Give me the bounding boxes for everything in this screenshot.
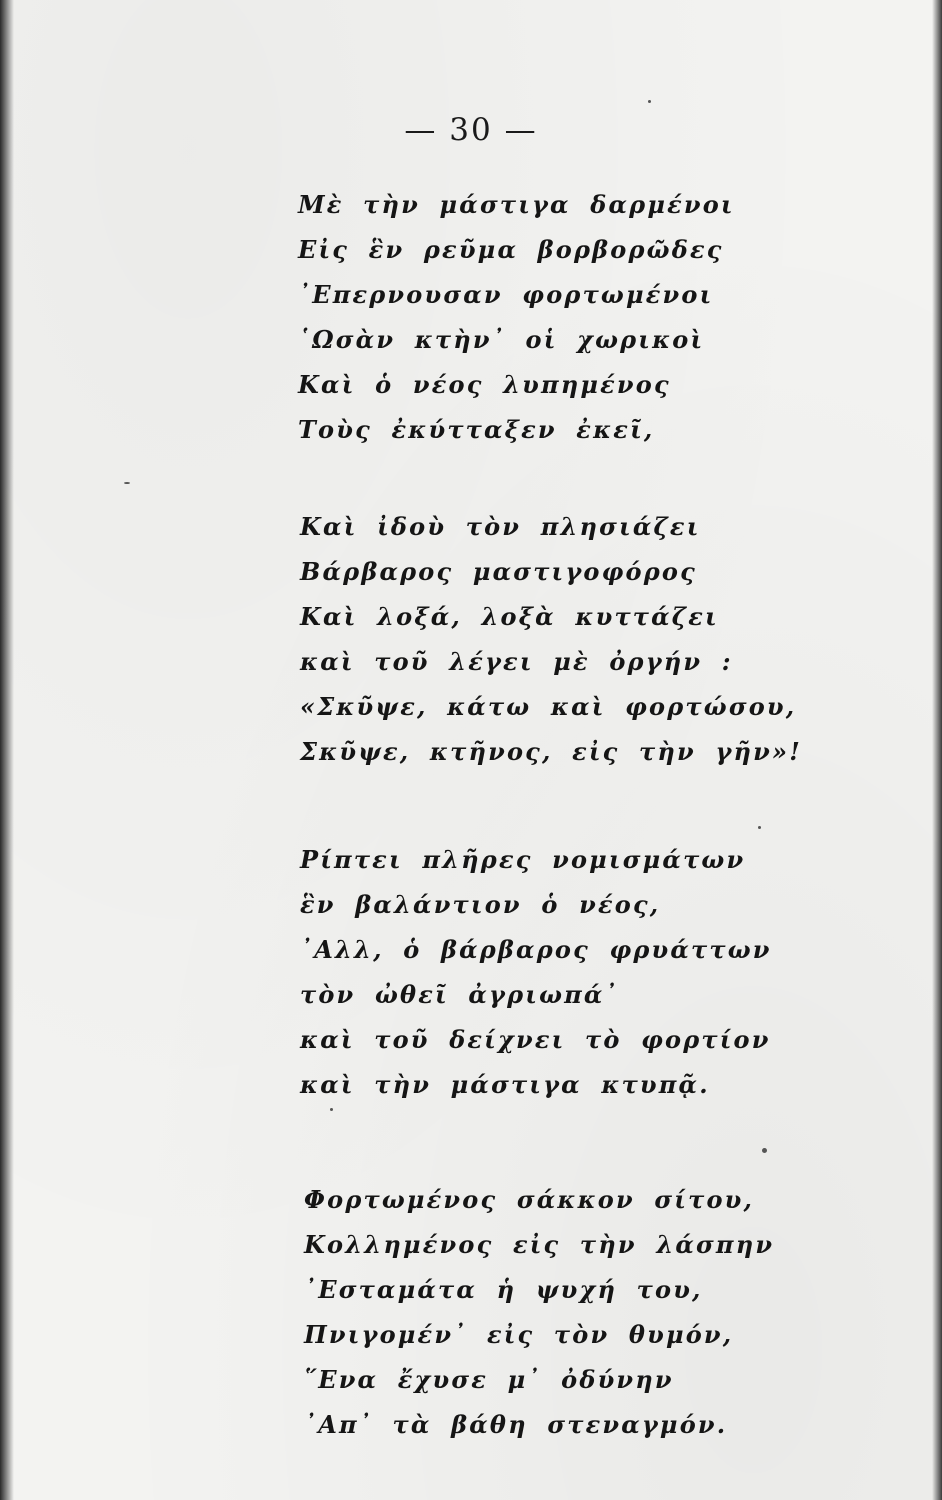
poem-line: Καὶ ὁ νέος λυπημένος — [298, 370, 671, 399]
paper-speck — [124, 482, 130, 484]
poem-line: Εἰς ἓν ρεῦμα βορβορῶδες — [298, 235, 724, 264]
paper-speck — [758, 826, 761, 829]
stanza-1 — [298, 182, 735, 452]
paper-speck — [648, 100, 651, 103]
poem-line: ᾿Επερνουσαν φορτωμένοι — [298, 280, 714, 309]
poem-line: ῞Ενα ἔχυσε μ᾿ ὀδύνην — [304, 1365, 674, 1394]
poem-line: Βάρβαρος μαστιγοφόρος — [300, 557, 697, 586]
stanza-4 — [304, 1177, 774, 1447]
stanza-2 — [300, 504, 802, 774]
page-number: — 30 — — [404, 112, 538, 148]
poem-line: Καὶ λοξά, λοξὰ κυττάζει — [300, 602, 719, 631]
poem-line: ᾿Απ᾿ τὰ βάθη στεναγμόν. — [304, 1410, 728, 1439]
poem-line: Φορτωμένος σάκκον σίτου, — [304, 1185, 755, 1214]
poem-line: Σκῦψε, κτῆνος, εἰς τὴν γῆν»! — [300, 737, 802, 766]
poem-line: Κολλημένος εἰς τὴν λάσπην — [304, 1230, 775, 1259]
poem-line: ᾿Αλλ, ὁ βάρβαρος φρυάττων — [300, 935, 772, 964]
poem-line: ῾Ωσὰν κτὴν᾿ οἱ χωρικοὶ — [298, 325, 705, 354]
page-edge-shadow-right — [932, 0, 942, 1500]
stanza-3 — [300, 837, 772, 1107]
poem-line: ᾿Εσταμάτα ἡ ψυχή του, — [304, 1275, 703, 1304]
poem-line: τὸν ὠθεῖ ἀγριωπά᾿ — [300, 980, 619, 1009]
paper-speck — [762, 1148, 767, 1153]
poem-line: καὶ τὴν μάστιγα κτυπᾷ. — [300, 1070, 710, 1099]
poem-line: Ρίπτει πλῆρες νομισμάτων — [300, 845, 746, 874]
poem-line: Τοὺς ἐκύτταξεν ἐκεῖ, — [298, 415, 655, 444]
poem-line: ἓν βαλάντιον ὁ νέος, — [300, 890, 661, 919]
poem-line: Μὲ τὴν μάστιγα δαρμένοι — [298, 190, 735, 219]
poem-line: Καὶ ἰδοὺ τὸν πλησιάζει — [300, 512, 701, 541]
poem-line: καὶ τοῦ λέγει μὲ ὀργήν : — [300, 647, 733, 676]
poem-line: Πνιγομέν᾿ εἰς τὸν θυμόν, — [304, 1320, 734, 1349]
page-edge-shadow-left — [0, 0, 14, 1500]
poem-line: «Σκῦψε, κάτω καὶ φορτώσου, — [300, 692, 797, 721]
poem-line: καὶ τοῦ δείχνει τὸ φορτίον — [300, 1025, 771, 1054]
paper-speck — [330, 1108, 333, 1111]
